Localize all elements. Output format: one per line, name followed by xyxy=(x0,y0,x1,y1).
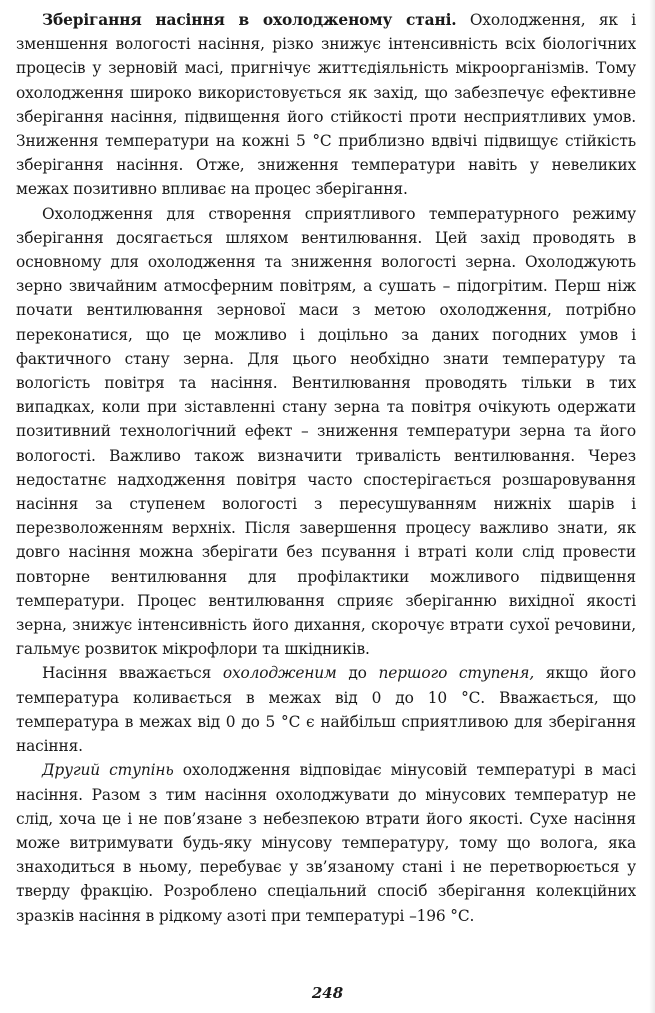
term-cooled: охолодженим xyxy=(222,664,337,683)
page-edge-shadow xyxy=(649,0,655,1013)
paragraph-cooled-storage xyxy=(16,8,636,202)
paragraph-text: Насіння вважається xyxy=(42,664,223,683)
section-heading: Зберігання насіння в охолодженому стані. xyxy=(42,11,457,29)
paragraph-text: Охолодження, як і зменшення вологості насіння, різко знижує інтенсивність всіх біологічних процесів у зерновій масі, пригнічує життєдіяльність мікроорганізмів. Тому охолодження широко використовується як захід, що забезпечує ефективне зберігання насіння, підвищення його стійкості проти несприятливих умов. Зниження температури на кожні 5 °С приблизно вдвічі підвищує стійкість зберігання насіння. Отже, зниження температури навіть у невеликих межах позитивно впливає на процес зберігання. xyxy=(16,11,636,199)
paragraph-text: охолодження відповідає мінусовій температурі в масі насіння. Разом з тим насіння охолоджувати до мінусових температур не слід, хоча це і не пов’язане з небезпекою втрати його якості. Сухе насіння може витримувати будь-яку мінусову температуру, тому що волога, яка знаходиться в ньому, перебуває у зв’язаному стані і не перетворюється у тверду фракцію. Розроблено спеціальний спосіб зберігання колекційних зразків насіння в рідкому азоті при температурі –196 °С. xyxy=(16,761,636,925)
term-first-degree: першого ступеня, xyxy=(378,664,535,683)
page-number: 248 xyxy=(311,984,344,1002)
paragraph-text: Охолодження для створення сприятливого температурного режиму зберігання досягається шляхом вентилювання. Цей захід проводять в основному для охолодження та зниження вологості зерна. Охолоджують зерно звичайним атмосферним повітрям, а сушать – підогрітим. Перш ніж почати вентилювання зернової маси з метою охолодження, потрібно переконатися, що це можливо і доцільно за даних погодних умов і фактичного стану зерна. Для цього необхідно знати температуру та вологість повітря та насіння. Вентилювання проводять тільки в тих випадках, коли при зіставленні стану зерна та повітря очікують одержати позитивний технологічний ефект – зниження температури зерна та його вологості. Важливо також визначити тривалість вентилювання. Через недостатнє надходження повітря часто спостерігається розшаровування насіння за ступенем вологості з пересушуванням нижніх шарів і перезволоженням верхніх. Після завершення процесу важливо знати, як довго насіння можна зберігати без псування і втраті коли слід провести повторне вентилювання для профілактики можливого підвищення температури. Процес вентилювання сприяє зберіганню вихідної якості зерна, знижує інтенсивність його дихання, скорочує втрати сухої речовини, гальмує розвиток мікрофлори та шкідників. xyxy=(16,204,636,659)
paragraph-text: якщо його температура коливається в межах від 0 до 10 °С. Вважається, що температура в межах від 0 до 5 °С є найбільш сприятливою для зберігання насіння. xyxy=(16,664,636,756)
paragraph-text: до xyxy=(336,664,379,683)
paragraph-ventilation xyxy=(16,202,636,662)
document-page xyxy=(16,8,636,968)
paragraph-second-degree xyxy=(16,758,636,927)
term-second-degree: Другий ступінь xyxy=(42,761,174,780)
paragraph-first-degree xyxy=(16,661,636,758)
